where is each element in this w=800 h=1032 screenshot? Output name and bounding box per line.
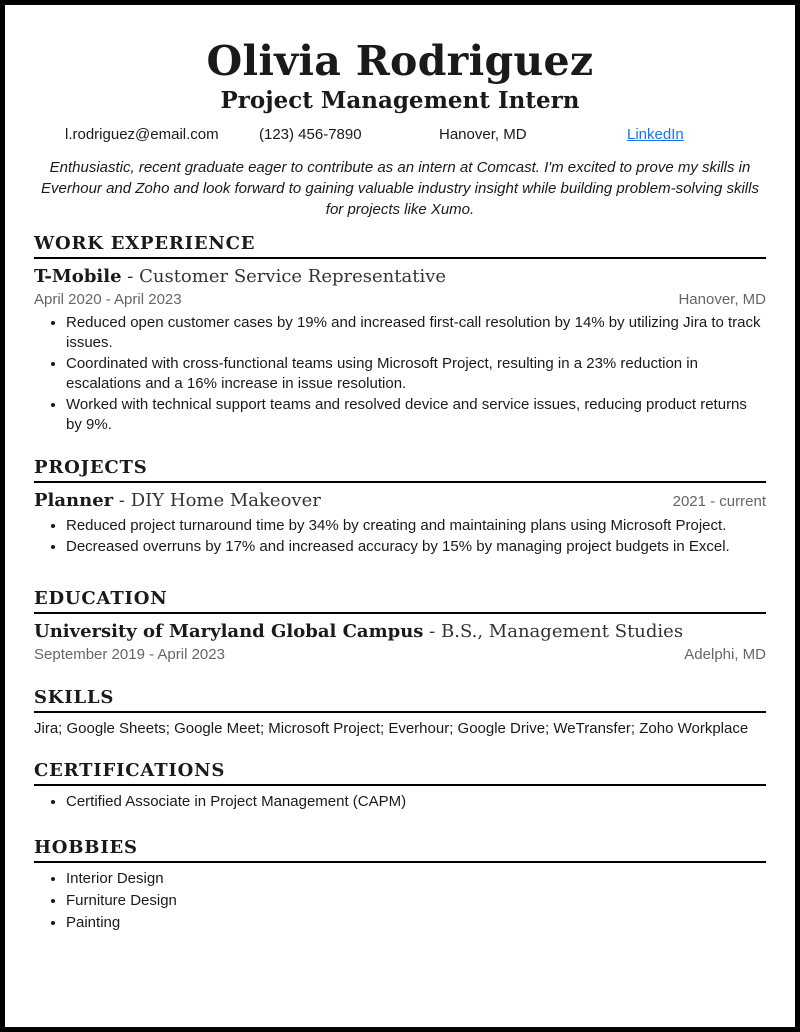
section-heading: EDUCATION	[34, 587, 766, 614]
section-heading: CERTIFICATIONS	[34, 759, 766, 786]
separator: -	[429, 621, 436, 642]
bullet-list	[34, 868, 766, 933]
certifications-section	[34, 759, 766, 812]
entry-meta	[34, 289, 766, 311]
entry-header	[34, 489, 766, 514]
contact-email: l.rodriguez@email.com	[65, 126, 219, 143]
entry-dates: 2021 - current	[672, 493, 766, 510]
summary-text: Enthusiastic, recent graduate eager to contribute as an intern at Comcast. I'm excited to prove my skills in Everhour and Zoho and look forward to gaining valuable industry insight while building problem-solving skills for projects like Xumo.	[41, 159, 759, 218]
list-item: • Painting	[66, 912, 766, 933]
bullet-list	[34, 792, 766, 812]
project-role: Planner	[34, 490, 114, 511]
list-item: • Interior Design	[66, 868, 766, 889]
list-item: • Certified Associate in Project Management (CAPM)	[66, 792, 766, 812]
bullet-list	[34, 516, 766, 557]
contact-row	[34, 124, 766, 146]
section-heading: SKILLS	[34, 686, 766, 713]
contact-location: Hanover, MD	[439, 126, 527, 143]
list-item: • Reduced project turnaround time by 34% by creating and maintaining plans using Microsoft Project.	[66, 516, 766, 536]
entry-dates: April 2020 - April 2023	[34, 291, 182, 308]
list-item: • Decreased overruns by 17% and increased accuracy by 15% by managing project budgets in Excel.	[66, 537, 766, 557]
degree: B.S., Management Studies	[441, 621, 684, 642]
education-section	[34, 587, 766, 666]
skills-section	[34, 686, 766, 739]
entry-meta	[34, 644, 766, 666]
separator: -	[118, 490, 125, 511]
linkedin-link[interactable]: LinkedIn	[627, 126, 684, 143]
section-heading: PROJECTS	[34, 456, 766, 483]
skills-list: Jira; Google Sheets; Google Meet; Microsoft Project; Everhour; Google Drive; WeTransfer; Zoho Workplace	[34, 720, 749, 737]
hobbies-section	[34, 836, 766, 933]
separator: -	[127, 266, 134, 287]
school-name: University of Maryland Global Campus	[34, 621, 424, 642]
job-role: Customer Service Representative	[139, 266, 447, 287]
entry-location: Hanover, MD	[678, 291, 766, 308]
list-item: • Worked with technical support teams and resolved device and service issues, reducing product returns by 9%.	[66, 395, 766, 435]
work-experience-section	[34, 232, 766, 435]
section-heading: HOBBIES	[34, 836, 766, 863]
job-title: Project Management Intern	[220, 87, 580, 114]
entry-location: Adelphi, MD	[684, 646, 766, 663]
employer-name: T-Mobile	[34, 266, 122, 287]
list-item: • Reduced open customer cases by 19% and increased first-call resolution by 14% by utilizing Jira to track issues.	[66, 313, 766, 353]
entry-dates: September 2019 - April 2023	[34, 646, 225, 663]
candidate-name: Olivia Rodriguez	[206, 37, 594, 85]
section-heading: WORK EXPERIENCE	[34, 232, 766, 259]
list-item: • Furniture Design	[66, 890, 766, 911]
projects-section	[34, 456, 766, 557]
entry-header	[34, 620, 766, 644]
entry-header	[34, 265, 766, 289]
bullet-list	[34, 313, 766, 435]
project-name: DIY Home Makeover	[130, 490, 321, 511]
contact-phone: (123) 456-7890	[259, 126, 362, 143]
list-item: • Coordinated with cross-functional teams using Microsoft Project, resulting in a 23% reduction in escalations and a 16% increase in issue resolution.	[66, 354, 766, 394]
